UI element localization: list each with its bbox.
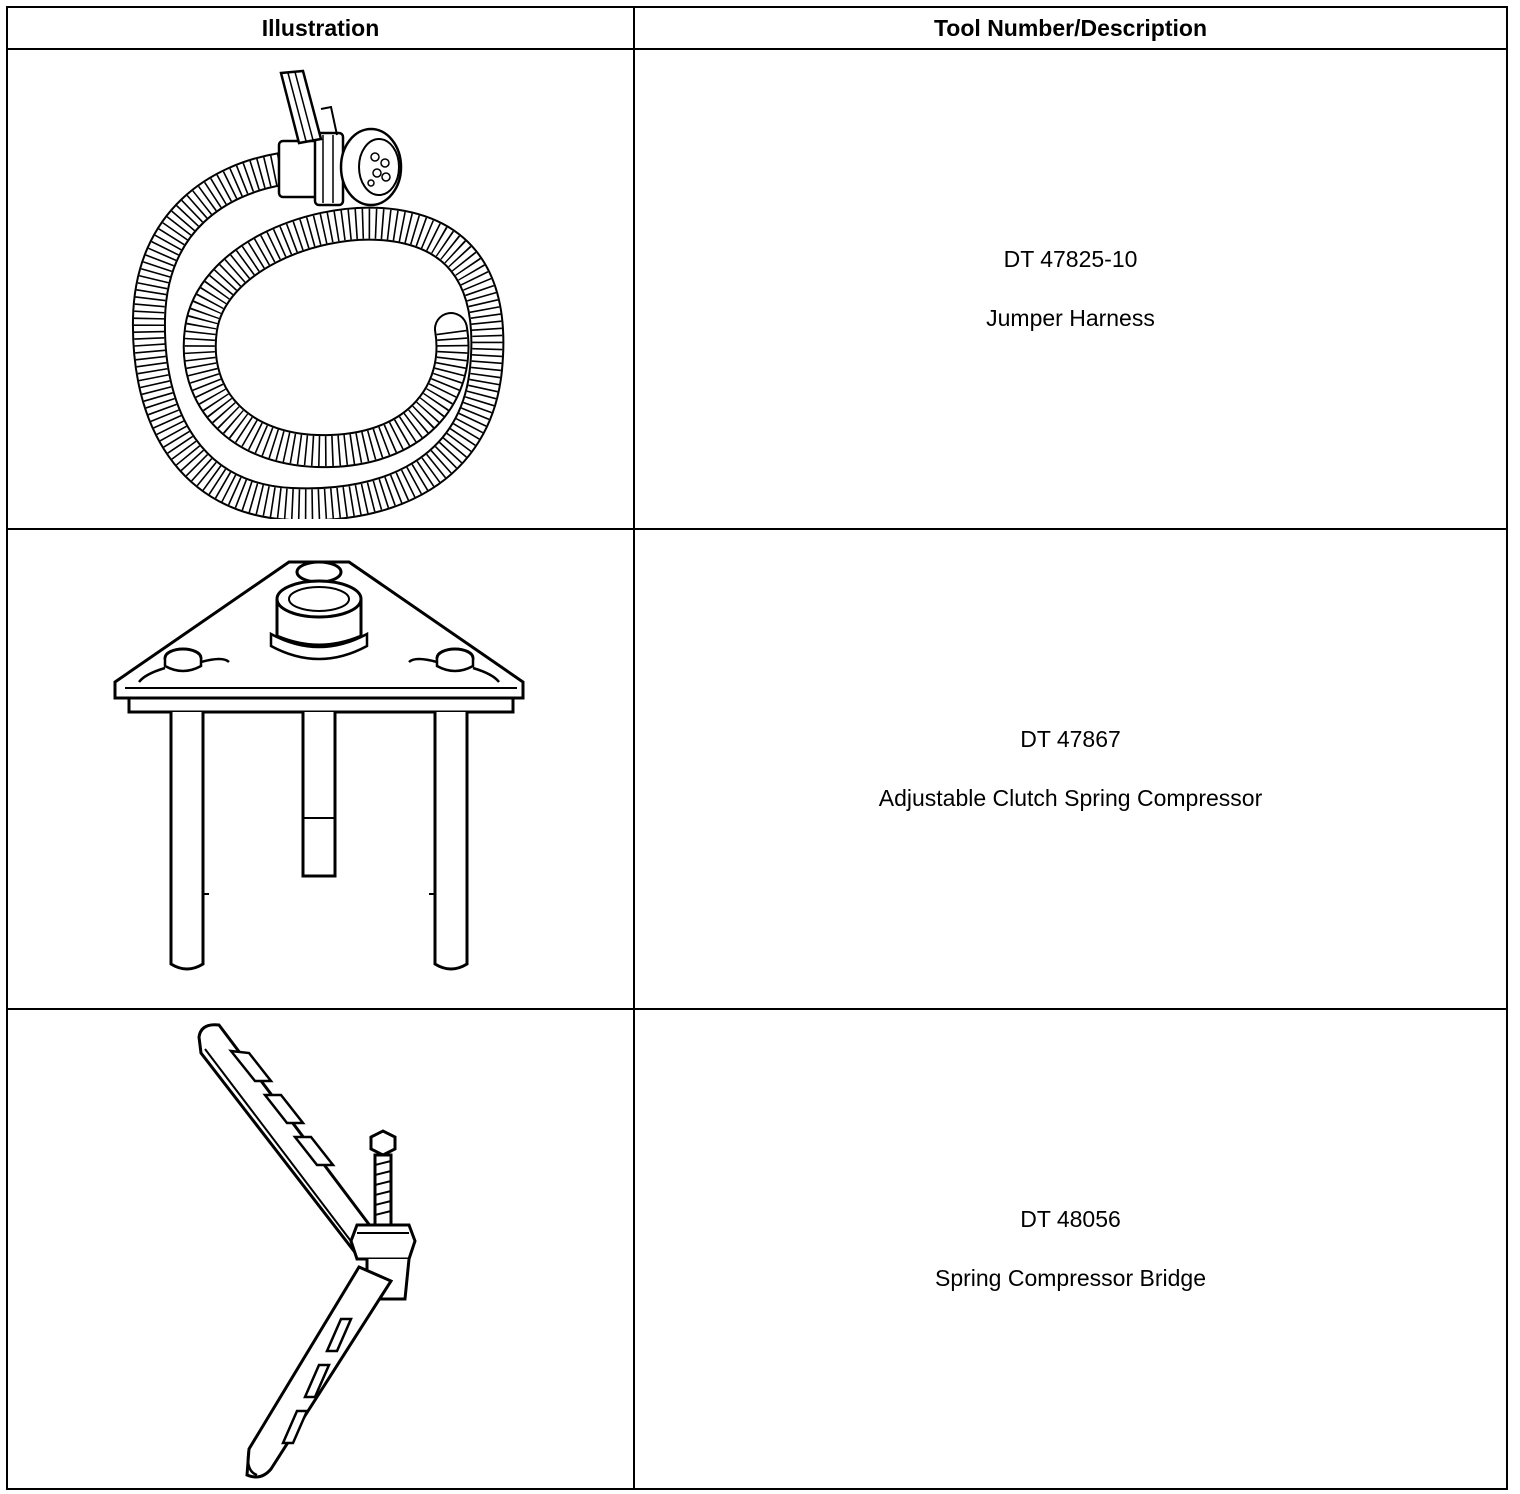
illustration-cell xyxy=(7,529,634,1009)
tools-table xyxy=(6,6,1508,1490)
illustration-cell xyxy=(7,49,634,529)
document-page xyxy=(6,6,1506,1486)
tool-description: Jumper Harness xyxy=(986,305,1155,331)
jumper-harness-icon xyxy=(131,59,511,519)
tool-description: Adjustable Clutch Spring Compressor xyxy=(878,785,1263,811)
tool-description-cell xyxy=(634,49,1507,529)
table-row xyxy=(7,529,1507,1009)
tool-number: DT 47867 xyxy=(1020,726,1121,752)
header-tool-number-description: Tool Number/Description xyxy=(634,7,1507,49)
table-row xyxy=(7,49,1507,529)
illustration-cell xyxy=(7,1009,634,1489)
table-header-row xyxy=(7,7,1507,49)
spring-compressor-icon xyxy=(111,554,531,984)
tool-number: DT 47825-10 xyxy=(1003,246,1138,272)
tool-description-cell xyxy=(634,529,1507,1009)
header-illustration: Illustration xyxy=(7,7,634,49)
tool-description: Spring Compressor Bridge xyxy=(934,1265,1206,1291)
compressor-bridge-icon xyxy=(191,1019,451,1479)
tool-description-cell xyxy=(634,1009,1507,1489)
table-row xyxy=(7,1009,1507,1489)
tool-number: DT 48056 xyxy=(1020,1206,1121,1232)
